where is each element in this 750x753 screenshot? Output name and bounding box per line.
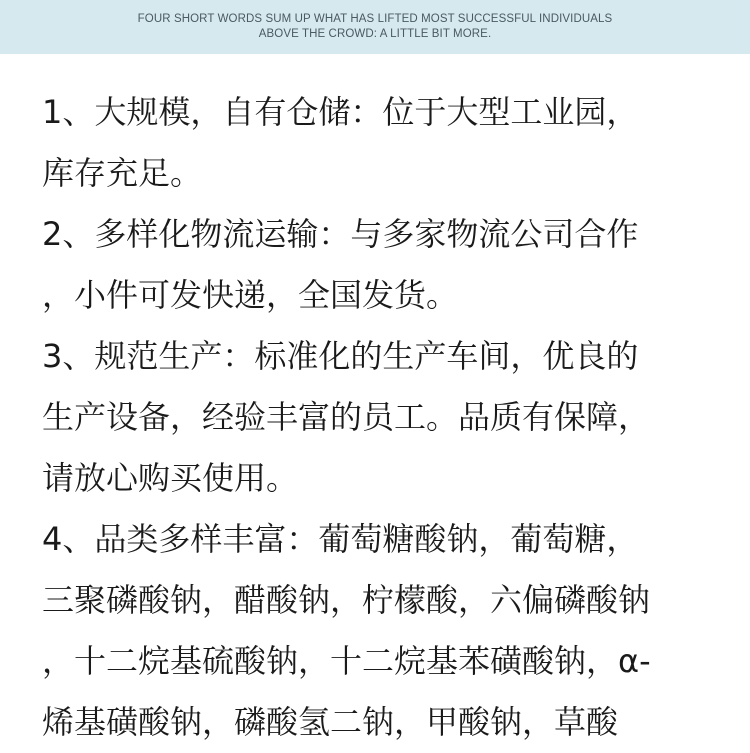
text-line: 3、规范生产：标准化的生产车间，优良的 (42, 337, 639, 375)
text-line: 三聚磷酸钠，醋酸钠，柠檬酸，六偏磷酸钠 (42, 581, 651, 619)
text-line: 生产设备，经验丰富的员工。品质有保障， (42, 398, 651, 436)
header-line-1: FOUR SHORT WORDS SUM UP WHAT HAS LIFTED MOST SUCCESSFUL INDIVIDUALS (137, 13, 613, 25)
feature-list (42, 82, 722, 753)
text-line: 4、品类多样丰富：葡萄糖酸钠，葡萄糖， (42, 520, 639, 558)
text-line: 1、大规模，自有仓储：位于大型工业园， (42, 93, 639, 131)
header-banner (0, 0, 750, 54)
text-line: ，十二烷基硫酸钠，十二烷基苯磺酸钠，α- (42, 642, 651, 680)
text-line: 请放心购买使用。 (42, 459, 299, 497)
text-line: 库存充足。 (42, 154, 203, 192)
header-line-2: ABOVE THE CROWD: A LITTLE BIT MORE. (258, 28, 492, 40)
text-line: 2、多样化物流运输：与多家物流公司合作 (42, 215, 639, 253)
text-line: ，小件可发快递，全国发货。 (42, 276, 459, 314)
text-line: 烯基磺酸钠，磷酸氢二钠，甲酸钠，草酸 (42, 703, 619, 741)
